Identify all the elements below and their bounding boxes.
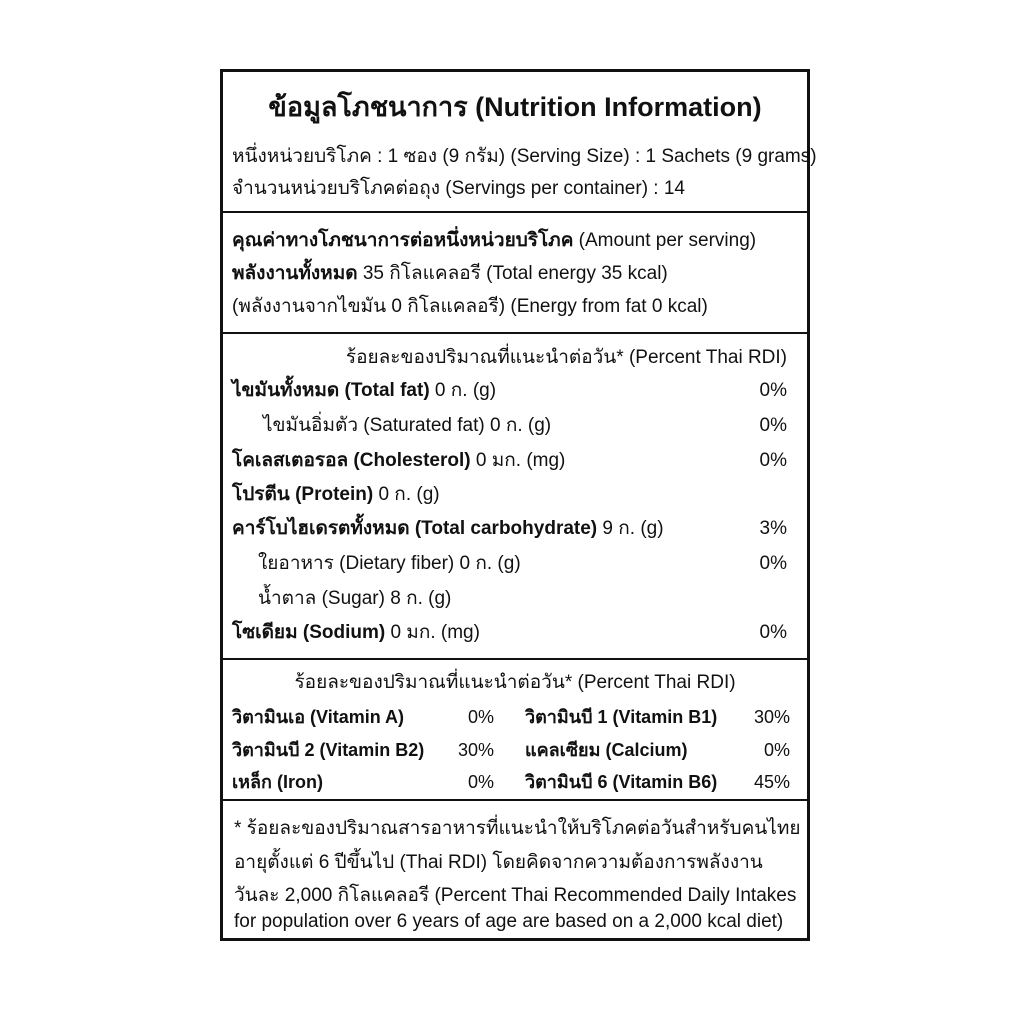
amount-heading-bold: คุณค่าทางโภชนาการต่อหนึ่งหน่วยบริโภค <box>232 230 574 251</box>
total-energy <box>232 262 668 286</box>
nutrition-label <box>220 69 817 941</box>
nutrient-row-sodium <box>232 621 480 645</box>
energy-from-fat: (พลังงานจากไขมัน 0 กิโลแคลอรี) (Energy from fat 0 kcal) <box>232 296 708 317</box>
rdi-heading: ร้อยละของปริมาณที่แนะนำต่อวัน* (Percent Thai RDI) <box>345 347 787 368</box>
nutrient-amount: 9 ก. (g) <box>597 518 664 539</box>
nutrient-row-saturated-fat <box>263 414 551 438</box>
label-title: ข้อมูลโภชนาการ (Nutrition Information) <box>268 92 762 122</box>
energy-section <box>223 213 807 334</box>
nutrient-row-total-fat <box>232 379 496 403</box>
footnote-line: * ร้อยละของปริมาณสารอาหารที่แนะนำให้บริโภคต่อวันสำหรับคนไทย <box>234 818 801 839</box>
amount-heading-rest: (Amount per serving) <box>573 230 757 251</box>
nutrient-name: โคเลสเตอรอล (Cholesterol) <box>232 450 471 471</box>
nutrient-row-total-carbohydrate <box>232 517 664 541</box>
nutrients-section <box>223 334 807 660</box>
serving-size: หนึ่งหน่วยบริโภค : 1 ซอง (9 กรัม) (Serving Size) : 1 Sachets (9 grams) <box>232 146 817 167</box>
servings-per-container: จำนวนหน่วยบริโภคต่อถุง (Servings per container) : 14 <box>232 178 686 199</box>
nutrient-name: โซเดียม (Sodium) <box>232 622 386 643</box>
nutrient-row-sugar <box>258 587 451 611</box>
vitamins-rdi-heading: ร้อยละของปริมาณที่แนะนำต่อวัน* (Percent Thai RDI) <box>294 672 736 693</box>
nutrient-row-protein <box>232 483 440 507</box>
nutrient-percent: 0% <box>759 450 787 471</box>
energy-value: 35 กิโลแคลอรี (Total energy 35 kcal) <box>357 263 668 284</box>
vitamin-name: วิตามินบี 1 (Vitamin B1) <box>525 707 718 727</box>
footnote-line: อายุตั้งแต่ 6 ปีขึ้นไป (Thai RDI) โดยคิดจากความต้องการพลังงาน <box>234 852 763 873</box>
nutrient-row-dietary-fiber <box>258 552 521 576</box>
nutrient-percent: 0% <box>759 415 787 436</box>
nutrient-amount: ไขมันอิ่มตัว (Saturated fat) 0 ก. (g) <box>263 415 552 436</box>
vitamin-name: วิตามินบี 6 (Vitamin B6) <box>525 772 718 792</box>
nutrient-amount: น้ำตาล (Sugar) 8 ก. (g) <box>258 588 452 609</box>
nutrient-amount: 0 มก. (mg) <box>385 622 480 643</box>
nutrient-percent: 3% <box>759 518 787 539</box>
nutrient-percent: 0% <box>759 553 787 574</box>
nutrient-row-cholesterol <box>232 449 565 473</box>
footnote-line: วันละ 2,000 กิโลแคลอรี (Percent Thai Recommended Daily Intakes <box>234 885 797 906</box>
nutrient-amount: 0 ก. (g) <box>429 380 497 401</box>
vitamin-percent: 30% <box>753 707 790 727</box>
vitamin-name: แคลเซียม (Calcium) <box>525 740 688 760</box>
vitamin-percent: 0% <box>467 707 494 727</box>
vitamin-percent: 0% <box>763 740 790 760</box>
energy-label-bold: พลังงานทั้งหมด <box>232 263 358 284</box>
footnote-line: for population over 6 years of age are based on a 2,000 kcal diet) <box>234 911 784 932</box>
vitamin-name: วิตามินบี 2 (Vitamin B2) <box>232 740 425 760</box>
footnote-section <box>223 801 807 941</box>
nutrient-percent: 0% <box>759 622 787 643</box>
nutrient-amount: ใยอาหาร (Dietary fiber) 0 ก. (g) <box>258 553 521 574</box>
nutrient-amount: 0 ก. (g) <box>373 484 440 505</box>
serving-section <box>223 72 817 213</box>
nutrient-name: โปรตีน (Protein) <box>232 484 374 505</box>
vitamins-section <box>223 660 807 801</box>
nutrient-amount: 0 มก. (mg) <box>470 450 566 471</box>
nutrient-name: ไขมันทั้งหมด (Total fat) <box>232 380 430 401</box>
vitamin-percent: 30% <box>457 740 494 760</box>
nutrient-percent: 0% <box>759 380 787 401</box>
vitamin-percent: 45% <box>753 772 790 792</box>
vitamin-name: วิตามินเอ (Vitamin A) <box>232 707 405 727</box>
vitamin-name: เหล็ก (Iron) <box>232 772 323 792</box>
amount-per-serving <box>232 229 756 253</box>
nutrient-name: คาร์โบไฮเดรตทั้งหมด (Total carbohydrate) <box>232 518 598 539</box>
vitamin-percent: 0% <box>467 772 494 792</box>
